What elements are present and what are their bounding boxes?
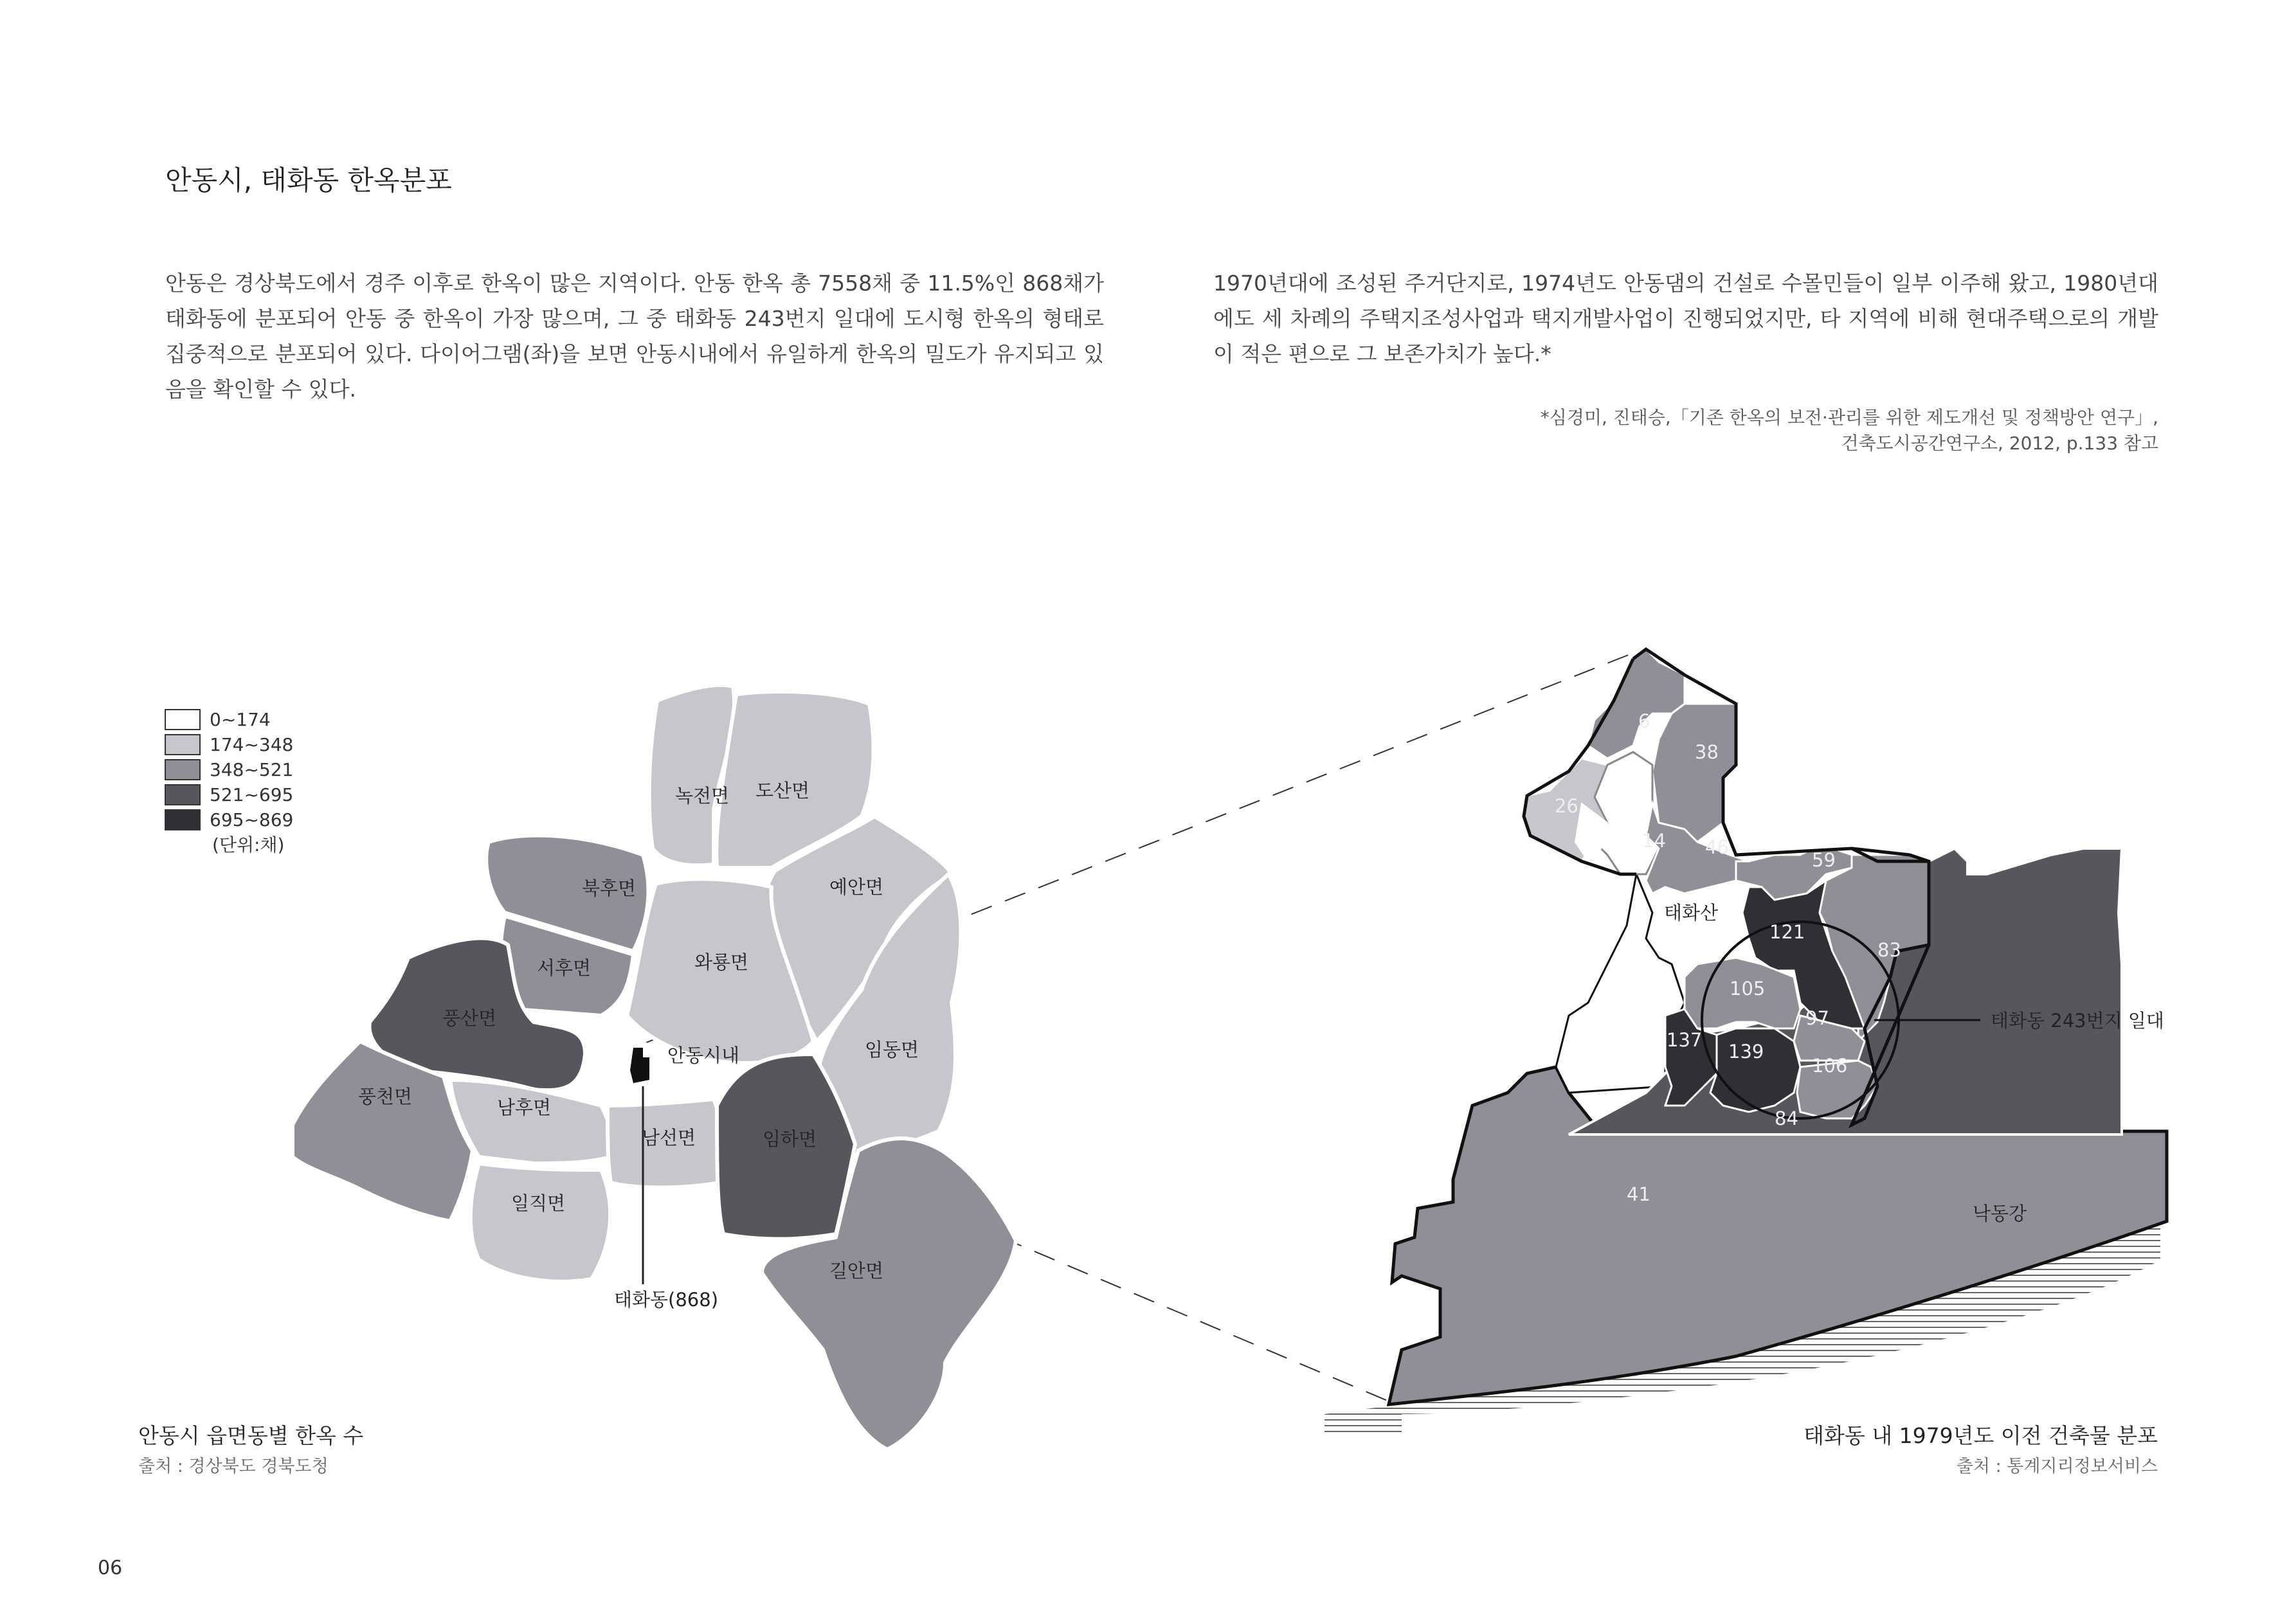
label-taehwasan: 태화산 xyxy=(1664,902,1719,924)
intro-paragraph-right: 1970년대에 조성된 주거단지로, 1974년도 안동댐의 건설로 수몰민들이 일부 이주해 왔고, 1980년대에도 세 차례의 주택지조성사업과 택지개발사업이 진행되었지만, 타 지역에 비해 현대주택으로의 개발이 적은 편으로 그 보존가치가 높다.* xyxy=(1213,271,2158,366)
legend-item: 348~521 xyxy=(165,757,293,782)
label-count-97: 97 xyxy=(1805,1007,1829,1029)
label-count-41: 41 xyxy=(1627,1183,1650,1205)
andong-district-map xyxy=(293,685,1016,1449)
right-caption-title: 태화동 내 1979년도 이전 건축물 분포 xyxy=(1803,1423,2158,1448)
left-caption-title: 안동시 읍면동별 한옥 수 xyxy=(138,1423,364,1448)
label-nokjeon: 녹전면 xyxy=(675,785,730,807)
label-count-121: 121 xyxy=(1769,921,1805,943)
label-nakdong-river: 낙동강 xyxy=(1973,1203,2027,1224)
page-number: 06 xyxy=(98,1557,123,1579)
legend-item: 0~174 xyxy=(165,707,293,732)
label-count-106: 106 xyxy=(1812,1055,1848,1077)
left-caption-source: 출처 : 경상북도 경북도청 xyxy=(138,1457,329,1476)
label-seohu: 서후면 xyxy=(537,957,592,979)
label-namseon: 남선면 xyxy=(642,1127,696,1149)
label-pungcheon: 풍천면 xyxy=(358,1086,413,1107)
label-count-14: 14 xyxy=(1642,830,1666,852)
region-namhu xyxy=(450,1080,613,1163)
label-iljik: 일직면 xyxy=(511,1192,566,1214)
label-taehwa-868: 태화동(868) xyxy=(614,1289,719,1311)
label-count-137: 137 xyxy=(1667,1029,1703,1051)
legend-unit: (단위:채) xyxy=(212,834,285,856)
right-map-caption xyxy=(1803,1419,2158,1477)
label-count-46: 46 xyxy=(1705,836,1729,858)
block-14 xyxy=(1595,752,1659,874)
legend-item: 174~348 xyxy=(165,732,293,757)
label-gilan: 길안면 xyxy=(829,1260,884,1282)
label-bukhu: 북후면 xyxy=(582,877,637,899)
label-dosan: 도산면 xyxy=(755,780,810,802)
reference-line-2: 건축도시공간연구소, 2012, p.133 참고 xyxy=(1841,433,2158,454)
label-count-139: 139 xyxy=(1728,1041,1764,1063)
region-iljik xyxy=(471,1163,610,1282)
label-count-26: 26 xyxy=(1555,795,1578,817)
label-count-84: 84 xyxy=(1775,1107,1798,1129)
legend-item: 695~869 xyxy=(165,807,293,832)
label-count-83: 83 xyxy=(1877,939,1901,961)
label-imha: 임하면 xyxy=(763,1128,817,1150)
page-title: 안동시, 태화동 한옥분포 xyxy=(165,165,452,196)
label-namhu: 남후면 xyxy=(497,1097,552,1118)
intro-paragraph-left: 안동은 경상북도에서 경주 이후로 한옥이 많은 지역이다. 안동 한옥 총 7558채 중 11.5%인 868채가 태화동에 분포되어 안동 중 한옥이 가장 많으며, 그 중 태화동 243번지 일대에 도시형 한옥의 형태로 집중적으로 분포되어 있다. 다이어그램(좌)을 보면 안동시내에서 유일하게 한옥의 밀도가 유지되고 있음을 확인할 수 있다. xyxy=(165,271,1104,402)
label-count-59: 59 xyxy=(1812,849,1836,871)
label-count-6: 6 xyxy=(1638,710,1650,732)
reference-line-1: *심경미, 진태승,「기존 한옥의 보전·관리를 위한 제도개선 및 정책방안 연구」, xyxy=(1540,407,2158,428)
legend-item: 521~695 xyxy=(165,782,293,807)
label-count-38: 38 xyxy=(1695,741,1719,763)
left-map-caption xyxy=(138,1419,363,1477)
label-imdong: 임동면 xyxy=(865,1039,919,1061)
right-caption-source: 출처 : 통계지리정보서비스 xyxy=(1956,1457,2158,1476)
label-andong-city: 안동시내 xyxy=(667,1045,740,1066)
label-waryong: 와룡면 xyxy=(694,951,749,973)
label-count-105: 105 xyxy=(1730,978,1766,1000)
label-pungsan: 풍산면 xyxy=(442,1007,497,1029)
label-yean: 예안면 xyxy=(829,876,884,898)
label-taehwa-243: 태화동 243번지 일대 xyxy=(1991,1010,2164,1032)
